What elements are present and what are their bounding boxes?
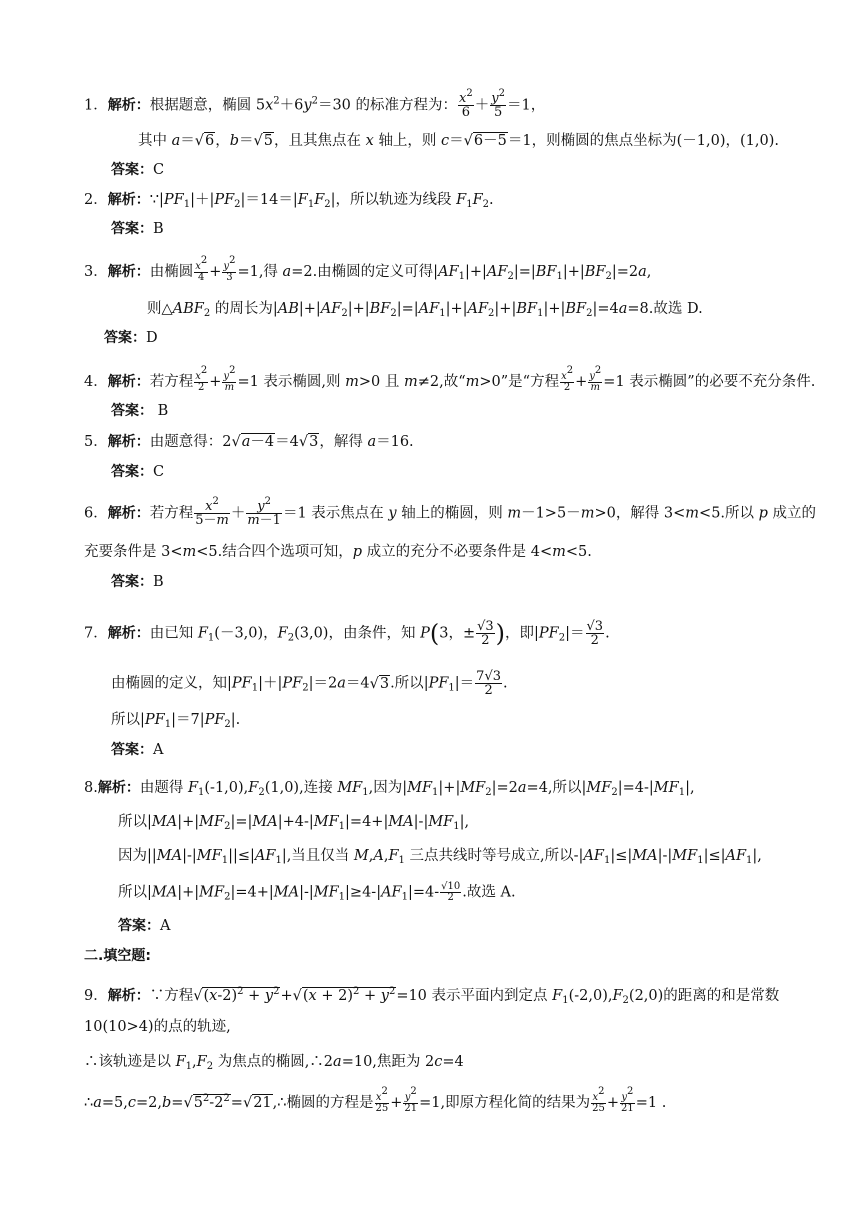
item-9-line-3: ∴该轨迹是以 $F_1,F_2$ 为焦点的椭圆,∴2a=10,焦距为 2c=4 (84, 1054, 464, 1072)
item-6-line-2: 充要条件是 3<m<5.结合四个选项可知，p 成立的充分不必要条件是 4<m<5. (84, 544, 592, 560)
item-7-line-1: 7．解析：由已知 $F_1(-3,0)$，$F_2(3,0)$，由条件，知 P(3，± $\frac{√3}{2}$ )，即$|PF_2|=$ $\frac{√3}{2}$ . (84, 619, 610, 648)
item-6-answer: 答案：B (111, 574, 164, 590)
section-heading: 二.填空题: (84, 948, 151, 964)
item-9-line-4: $\therefore a=5,c=2,b=√5^2-2^2=√21,\therefore$椭圆的方程是 $\frac{x^2}{25}$ + $\frac{y^2}{21}$ =1,即原方程化简的结果为 $\frac{x^2}{25}$ + $\frac{y^2}{21}$ =1 . (84, 1086, 667, 1114)
item-9-line-2: 10(10>4)的点的轨迹, (84, 1019, 231, 1035)
item-8-line-1: 8.解析：由题得 $F_1(-1,0),F_2(1,0)$,连接 $MF_1$,因为$|MF_1|+|MF_2|=2a=4$,所以$|MF_2|=4-|MF_1|$, (84, 780, 695, 798)
item-1-line-2: 其中 a＝√6，b＝√5，且其焦点在 x 轴上，则 c＝√6－5＝1，则椭圆的焦点坐标为(－1,0)，(1,0). (138, 133, 779, 149)
item-7-line-3: 所以$|PF_1|=7|PF_2|$. (111, 712, 241, 730)
item-8-line-2: 所以$|MA|+|MF_2|=|MA|+4-|MF_1|=4+|MA|-|MF_1|$, (118, 814, 470, 832)
item-3-line-1: 3．解析：由椭圆 $\frac{x^2}{4}$ + $\frac{y^2}{3}$ =1,得 a=2.由椭圆的定义可得$|AF_1|+|AF_2|=|BF_1|+|BF_2|=2a$, (84, 255, 652, 283)
item-8-answer: 答案：A (118, 918, 171, 934)
item-4-line-1: 4．解析：若方程 $\frac{x^2}{2}$ + $\frac{y^2}{m}$ =1 表示椭圆,则 m>0 且 m≠2,故“m>0”是“方程 $\frac{x^2}{2}$ + $\frac{y^2}{m}$ =1 表示椭圆”的必要不充分条件. (84, 365, 816, 393)
answer-value: C (153, 162, 165, 178)
item-1-answer (111, 160, 164, 180)
item-7-answer: 答案：A (111, 742, 164, 758)
item-1-line-1: 1．解析：根据题意，椭圆 $5x^2+6y^2=30$ 的标准方程为： $\frac{x^2}{6}$ ＋ $\frac{y^2}{5}$ ＝1， (84, 88, 546, 120)
answer-label: 答案： (111, 162, 153, 178)
item-5-answer: 答案：C (111, 464, 165, 480)
item-2-line-1: 2．解析：$\because|PF_1|+|PF_2|=14=|F_1F_2|$，所以轨迹为线段 $F_1F_2$. (84, 192, 494, 210)
item-5-line-1: 5．解析：由题意得：2√a－4＝4√3，解得 a＝16. (84, 434, 414, 450)
item-4-answer: 答案： B (111, 403, 169, 419)
item-3-line-2: 则$\triangle ABF_2$ 的周长为$|AB|+|AF_2|+|BF_2|=|AF_1|+|AF_2|+|BF_1|+|BF_2|=4a=8$.故选 D. (147, 301, 703, 319)
fraction: $\frac{x^2}{6}$ (459, 88, 473, 120)
item-number: 1． (84, 97, 108, 114)
item-8-line-3: 因为$||MA|-|MF_1||\le|AF_1|$,当且仅当 $M,A,F_1$ 三点共线时等号成立,所以$-|AF_1|\le|MA|-|MF_1|\le|AF_1|$, (118, 848, 762, 866)
item-8-line-4: 所以$|MA|+|MF_2|=4+|MA|-|MF_1|\ge 4-|AF_1|=4-$ $\frac{√10}{2}$ .故选 A. (118, 881, 516, 903)
item-3-answer: 答案：D (104, 330, 158, 346)
analysis-label: 解析： (107, 97, 150, 114)
item-7-line-2: 由椭圆的定义，知$|PF_1|+|PF_2|=2a=4√3$.所以$|PF_1|=$ $\frac{7√3}{2}$ . (111, 669, 508, 698)
item-9-line-1: 9．解析：∵方程$√(x-2)^2 + y^2+√(x + 2)^2 + y^2=10$ 表示平面内到定点 $F_1(-2,0),F_2(2,0)$的距离的和是常数 (84, 986, 780, 1006)
fraction: $\frac{y^2}{5}$ (491, 88, 505, 120)
item-2-answer: 答案：B (111, 221, 164, 237)
item-6-line-1: 6．解析：若方程 $\frac{x^2}{5-m}$ ＋ $\frac{y^2}{m-1}$ ＝1 表示焦点在 y 轴上的椭圆，则 m－1>5－m>0，解得 3<m<5.所以 p 成立的 (84, 496, 817, 528)
